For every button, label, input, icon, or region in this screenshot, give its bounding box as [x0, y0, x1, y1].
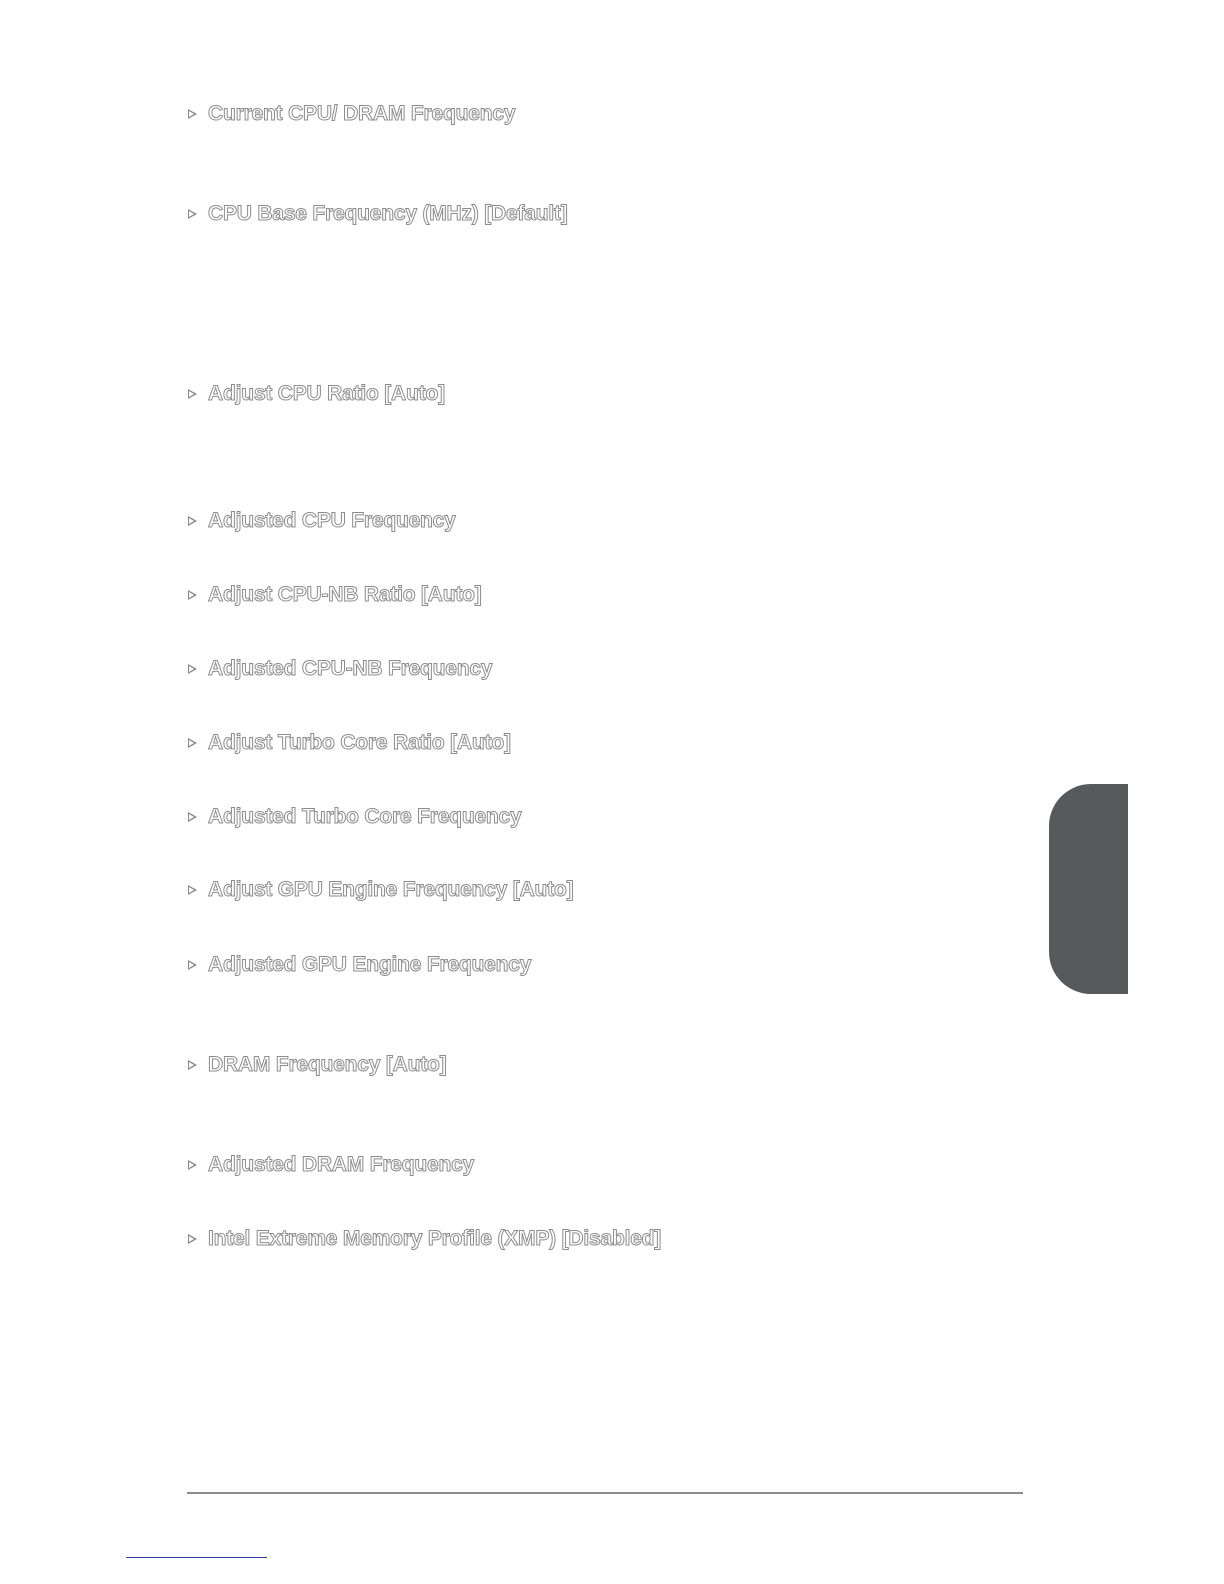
- setting-item-intel-xmp: [188, 1227, 661, 1251]
- setting-item-adjust-gpu-engine-frequency: [188, 878, 573, 902]
- setting-item-cpu-base-frequency: [188, 202, 568, 226]
- link-underline: [126, 1557, 267, 1558]
- setting-label: Adjusted CPU Frequency: [208, 509, 456, 532]
- triangle-bullet-icon: [188, 209, 197, 219]
- triangle-bullet-icon: [188, 1234, 197, 1244]
- setting-item-dram-frequency: [188, 1053, 446, 1077]
- setting-item-adjusted-turbo-core-frequency: [188, 805, 522, 829]
- setting-label: Current CPU/ DRAM Frequency: [208, 102, 516, 125]
- setting-item-adjusted-cpu-frequency: [188, 509, 456, 533]
- setting-label: Adjusted Turbo Core Frequency: [208, 805, 522, 828]
- triangle-bullet-icon: [188, 812, 197, 822]
- triangle-bullet-icon: [188, 1060, 197, 1070]
- setting-item-adjust-cpu-ratio: [188, 382, 445, 406]
- setting-item-current-cpu-dram-frequency: [188, 102, 515, 126]
- setting-label: Adjusted DRAM Frequency: [208, 1153, 475, 1176]
- triangle-bullet-icon: [188, 389, 197, 399]
- setting-label: Adjust GPU Engine Frequency [Auto]: [208, 878, 574, 901]
- triangle-bullet-icon: [188, 738, 197, 748]
- setting-item-adjust-cpu-nb-ratio: [188, 583, 482, 607]
- chapter-side-tab: [1049, 784, 1128, 994]
- setting-item-adjust-turbo-core-ratio: [188, 731, 511, 755]
- triangle-bullet-icon: [188, 1160, 197, 1170]
- setting-label: Adjust Turbo Core Ratio [Auto]: [208, 731, 511, 754]
- triangle-bullet-icon: [188, 109, 197, 119]
- setting-label: Intel Extreme Memory Profile (XMP) [Disabled]: [208, 1227, 662, 1250]
- triangle-bullet-icon: [188, 885, 197, 895]
- footer-divider: [187, 1492, 1023, 1494]
- triangle-bullet-icon: [188, 960, 197, 970]
- triangle-bullet-icon: [188, 590, 197, 600]
- setting-label: CPU Base Frequency (MHz) [Default]: [208, 202, 568, 225]
- setting-label: Adjust CPU-NB Ratio [Auto]: [208, 583, 482, 606]
- triangle-bullet-icon: [188, 516, 197, 526]
- triangle-bullet-icon: [188, 664, 197, 674]
- setting-label: Adjust CPU Ratio [Auto]: [208, 382, 445, 405]
- setting-item-adjusted-cpu-nb-frequency: [188, 657, 492, 681]
- setting-label: Adjusted CPU-NB Frequency: [208, 657, 493, 680]
- setting-item-adjusted-dram-frequency: [188, 1153, 474, 1177]
- setting-item-adjusted-gpu-engine-frequency: [188, 953, 531, 977]
- setting-label: DRAM Frequency [Auto]: [208, 1053, 447, 1076]
- setting-label: Adjusted GPU Engine Frequency: [208, 953, 532, 976]
